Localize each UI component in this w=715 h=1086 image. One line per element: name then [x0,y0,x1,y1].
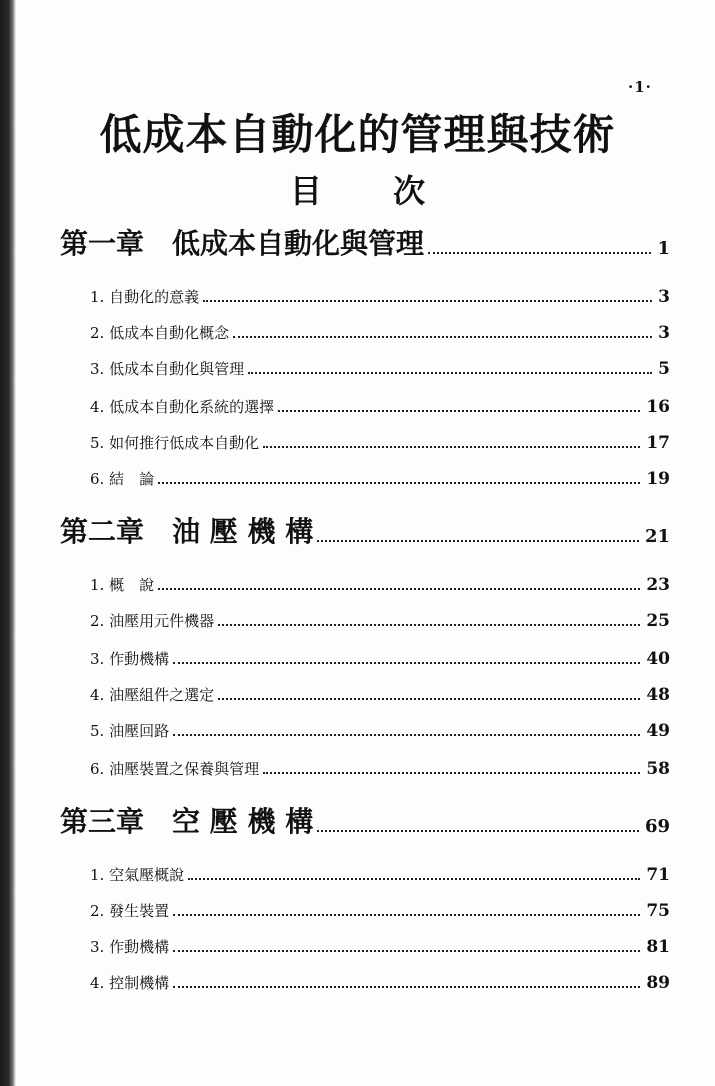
section-title: 5. 如何推行低成本自動化 [90,434,260,452]
dot-leader [158,588,640,590]
section-page: 48 [646,685,670,705]
section-entry [90,318,670,344]
section-page: 17 [646,433,670,453]
section-entry [90,968,670,994]
section-title: 1. 空氣壓概說 [90,866,185,884]
section-title: 3. 低成本自動化與管理 [90,360,245,378]
dot-leader [278,410,640,412]
section-title: 2. 低成本自動化概念 [90,324,230,342]
section-entry [90,644,670,670]
dot-leader [188,878,640,880]
section-title: 4. 低成本自動化系統的選擇 [90,398,275,416]
section-title: 2. 油壓用元件機器 [90,612,215,630]
chapter-page: 21 [644,526,670,547]
section-page: 58 [646,759,670,779]
section-title: 2. 發生裝置 [90,902,170,920]
section-entry [90,754,670,780]
dot-leader [263,772,640,774]
section-title: 6. 油壓裝置之保養與管理 [90,760,260,778]
dot-leader [173,734,640,736]
section-page: 25 [646,611,670,631]
toc-heading: 目 次 [289,172,426,210]
dot-leader [173,986,640,988]
chapter-page: 1 [657,238,670,259]
chapter-title: 第二章 油 壓 機 構 [60,515,314,548]
section-title: 1. 自動化的意義 [90,288,200,306]
section-page: 5 [658,359,670,379]
section-title: 3. 作動機構 [90,650,170,668]
section-page: 40 [646,649,670,669]
section-title: 4. 控制機構 [90,974,170,992]
section-entry [90,716,670,742]
section-page: 49 [646,721,670,741]
section-title: 5. 油壓回路 [90,722,170,740]
section-entry [90,896,670,922]
page-number: ·1· [628,78,652,96]
section-title: 3. 作動機構 [90,938,170,956]
section-page: 81 [646,937,670,957]
dot-leader [203,300,652,302]
dot-leader [317,540,639,542]
chapter-page: 69 [644,816,670,837]
dot-leader [218,698,640,700]
book-spine-shadow [0,0,16,1086]
section-page: 23 [646,575,670,595]
dot-leader [428,252,651,254]
section-page: 3 [658,287,670,307]
section-entry [90,680,670,706]
section-entry [90,570,670,596]
section-entry [90,428,670,454]
dot-leader [317,830,639,832]
section-entry [90,392,670,418]
chapter-2-entry [60,510,670,550]
section-page: 3 [658,323,670,343]
section-page: 75 [646,901,670,921]
chapter-1-entry [60,222,670,262]
chapter-title: 第一章 低成本自動化與管理 [60,227,425,260]
section-entry [90,464,670,490]
dot-leader [173,914,640,916]
dot-leader [158,482,640,484]
dot-leader [173,950,640,952]
section-title: 4. 油壓組件之選定 [90,686,215,704]
dot-leader [173,662,640,664]
section-page: 19 [646,469,670,489]
section-page: 71 [646,865,670,885]
chapter-3-entry [60,800,670,840]
section-page: 16 [646,397,670,417]
section-entry [90,932,670,958]
section-page: 89 [646,973,670,993]
section-entry [90,354,670,380]
section-title: 1. 概 說 [90,576,155,594]
chapter-title: 第三章 空 壓 機 構 [60,805,314,838]
dot-leader [233,336,652,338]
section-entry [90,860,670,886]
section-entry [90,606,670,632]
dot-leader [218,624,640,626]
book-title: 低成本自動化的管理與技術 [99,110,616,159]
dot-leader [248,372,652,374]
dot-leader [263,446,640,448]
section-entry [90,282,670,308]
section-title: 6. 結 論 [90,470,155,488]
